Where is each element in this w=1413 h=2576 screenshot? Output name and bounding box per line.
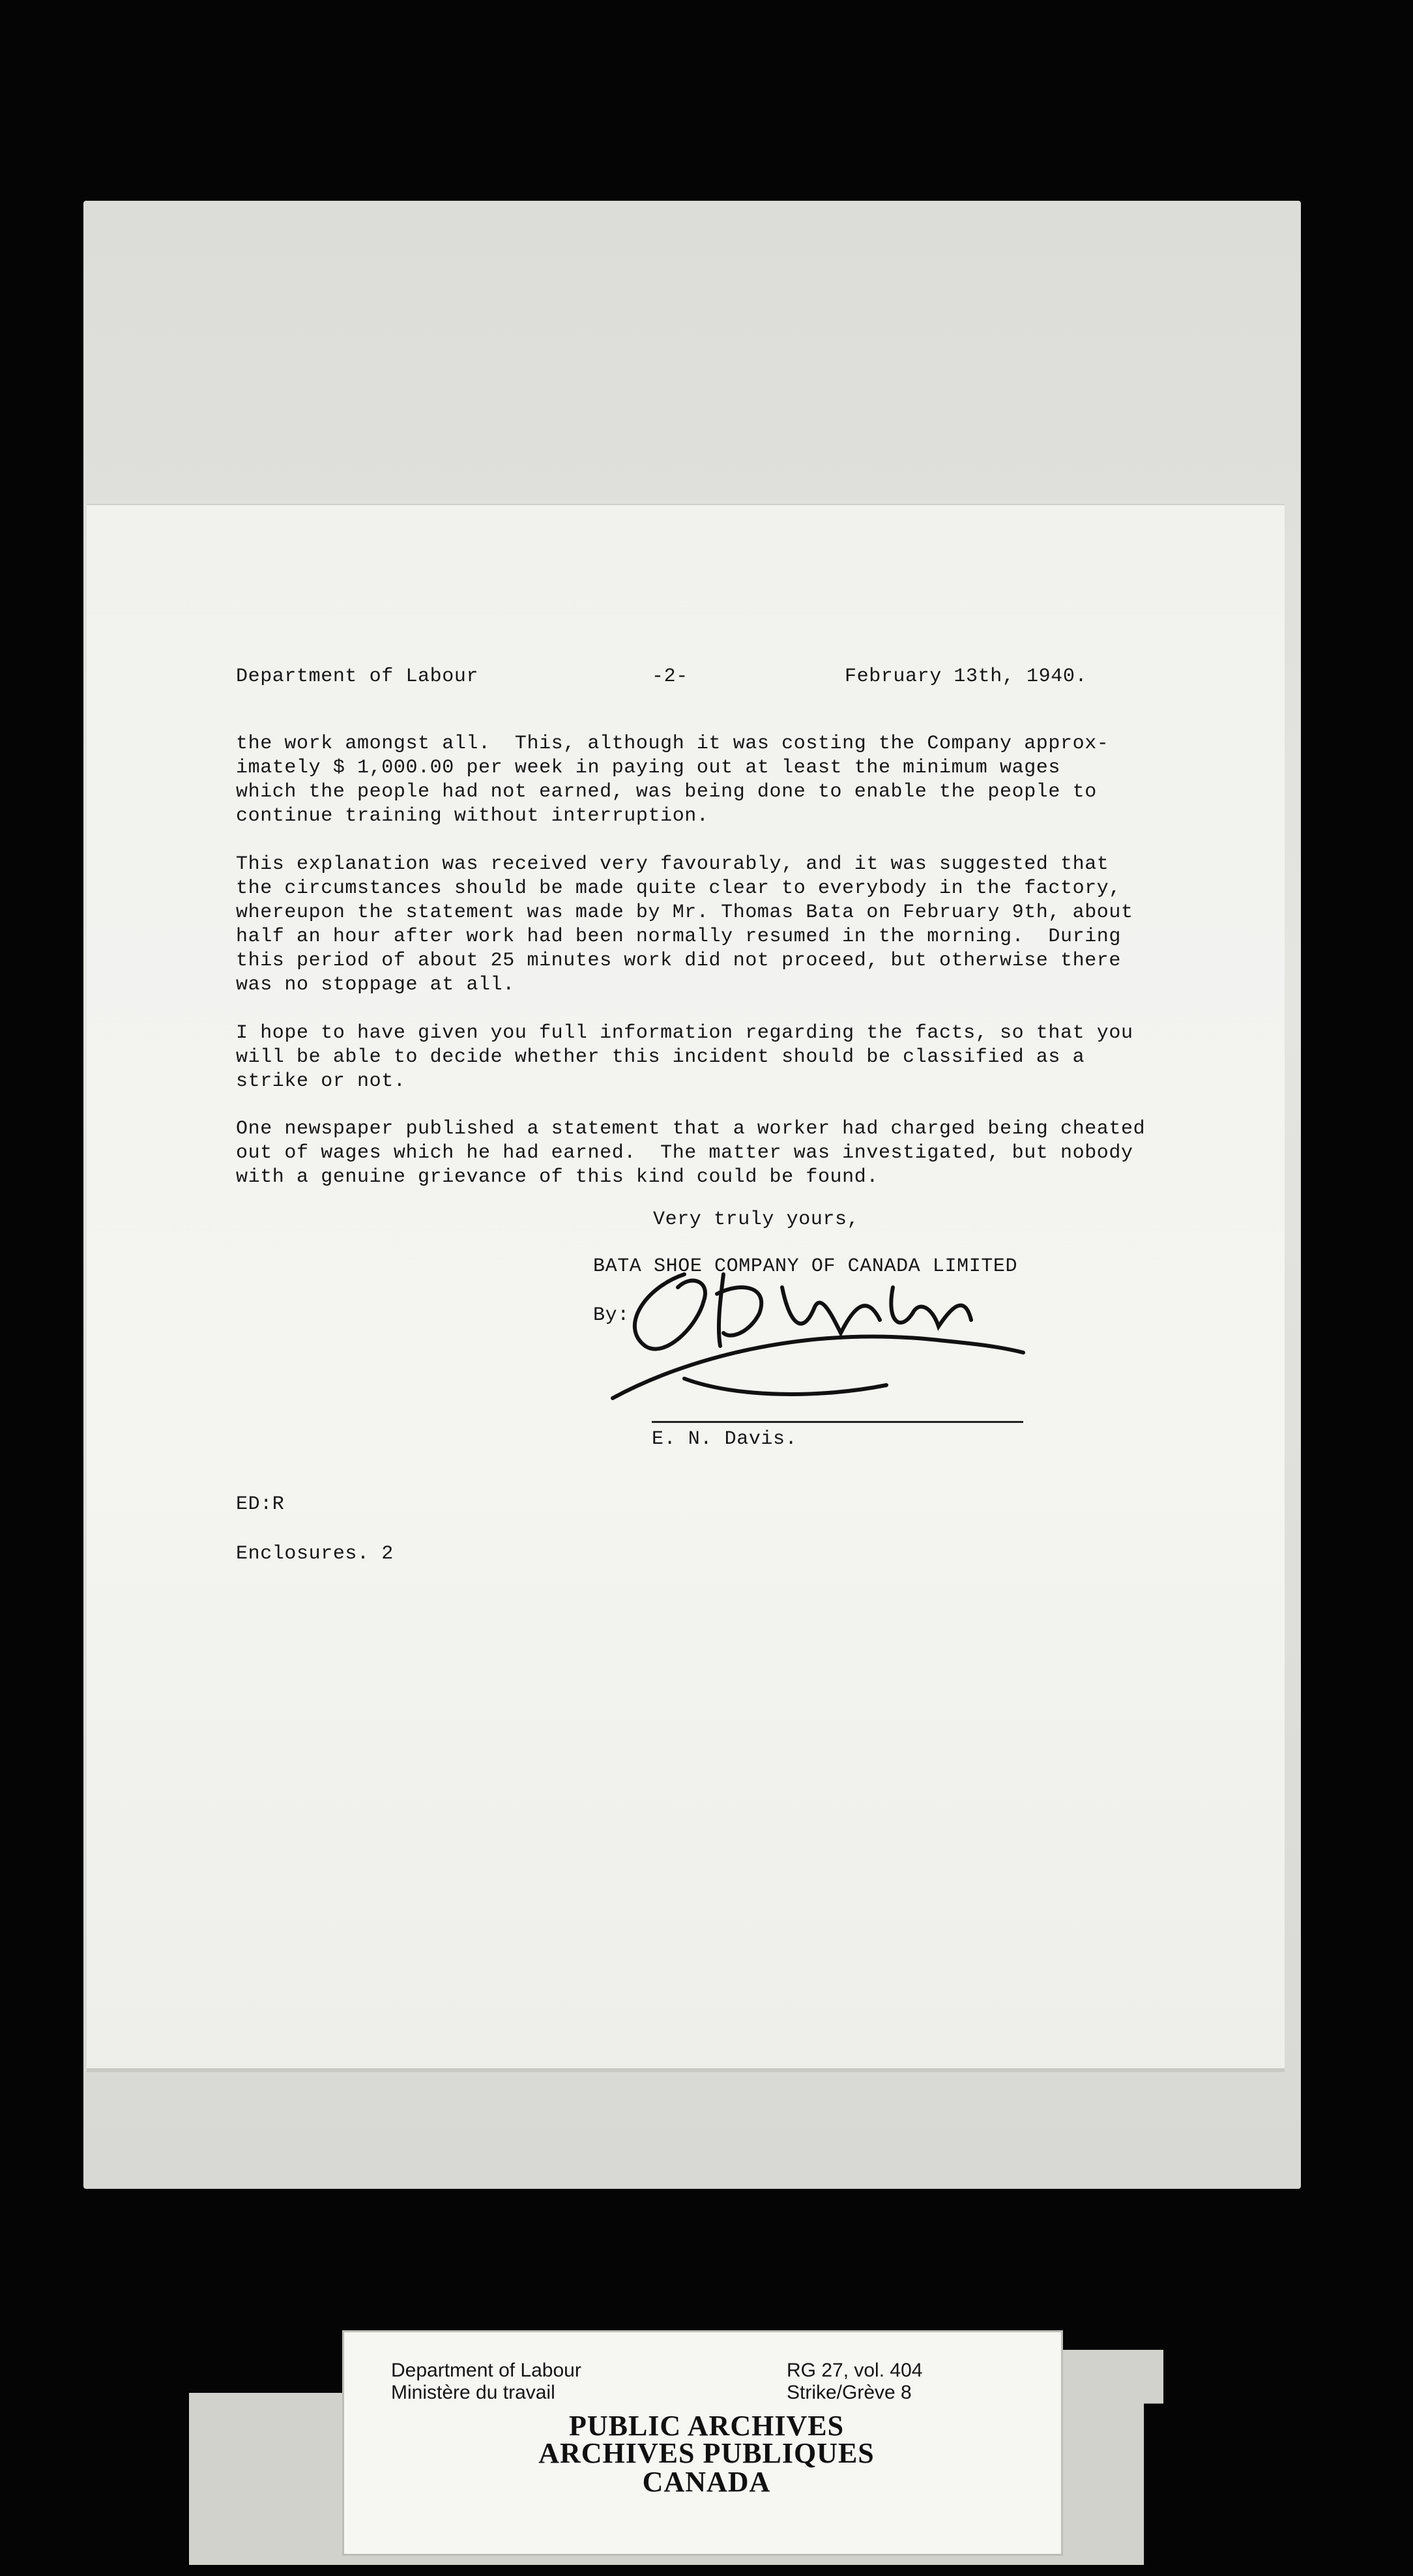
signature-line	[652, 1421, 1023, 1423]
signer-name: E. N. Davis.	[652, 1428, 798, 1450]
label-file-reference: Strike/Grève 8	[787, 2382, 912, 2403]
body-paragraph-1: the work amongst all. This, although it was costing the Company approx- imately $ 1,000.00 per week in paying out at least the minimum wages which the people had not earned, was being done to enable the people to continue training without interruption.	[236, 733, 1109, 827]
handwritten-signature	[606, 1248, 1049, 1411]
page-number: -2-	[652, 666, 688, 688]
by-label: By:	[593, 1304, 630, 1326]
label-record-group: RG 27, vol. 404	[787, 2360, 923, 2381]
label-department-en: Department of Labour	[391, 2360, 581, 2381]
company-name: BATA SHOE COMPANY OF CANADA LIMITED	[593, 1255, 1018, 1278]
body-paragraph-2: This explanation was received very favourably, and it was suggested that the circumstances should be made quite clear to everybody in the factory, whereupon the statement was made by Mr. Thomas Bata on February 9th, about half an hour after work had been normally resumed in the morning. During this period of about 25 minutes work did not proceed, but otherwise there was no stoppage at all.	[236, 853, 1133, 996]
archives-country: CANADA	[642, 2466, 771, 2498]
header-department: Department of Labour	[236, 666, 479, 688]
archives-title-fr: ARCHIVES PUBLIQUES	[538, 2437, 875, 2469]
enclosures-note: Enclosures. 2	[236, 1543, 394, 1565]
typist-initials: ED:R	[236, 1493, 285, 1515]
closing-salutation: Very truly yours,	[653, 1208, 860, 1231]
archives-title-en: PUBLIC ARCHIVES	[568, 2410, 845, 2442]
letter-date: February 13th, 1940.	[845, 666, 1088, 688]
page-edge	[87, 2068, 1285, 2072]
body-paragraph-3: I hope to have given you full information regarding the facts, so that you will be able to decide whether this incident should be classified as a strike or not.	[236, 1022, 1133, 1092]
body-paragraph-4: One newspaper published a statement that a worker had charged being cheated out of wages which he had earned. The matter was investigated, but nobody with a genuine grievance of this kind could be found.	[236, 1118, 1146, 1188]
label-department-fr: Ministère du travail	[391, 2382, 555, 2403]
